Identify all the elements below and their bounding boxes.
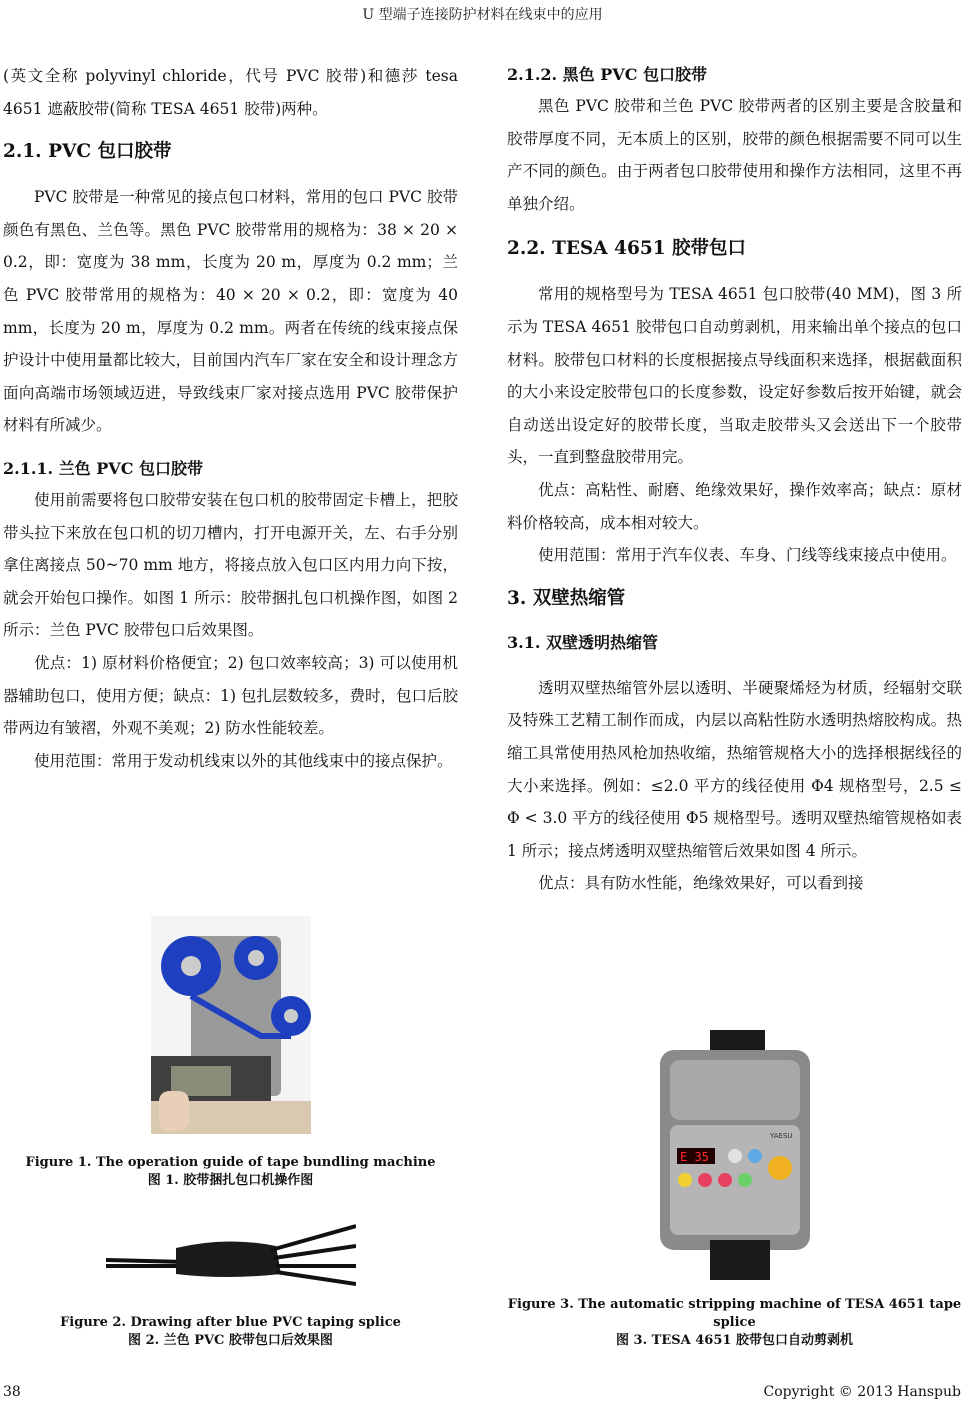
blue-pvc-splice-photo bbox=[106, 1218, 356, 1298]
figure-3-caption-cn: 图 3. TESA 4651 胶带包口自动剪剥机 bbox=[616, 1333, 853, 1348]
heading-3: 3. 双壁热缩管 bbox=[507, 587, 626, 609]
paragraph-2-2-b: 优点：高粘性、耐磨、绝缘效果好，操作效率高；缺点：原材料价格较高，成本相对较大。 bbox=[507, 480, 962, 532]
tesa-stripping-machine-photo bbox=[655, 1030, 815, 1280]
paragraph-2-1-2: 黑色 PVC 胶带和兰色 PVC 胶带两者的区别主要是含胶量和胶带厚度不同，无本质上的区别，胶带的颜色根据需要不同可以生产不同的颜色。由于两者包口胶带使用和操作方法相同，这里不再单独介绍。 bbox=[507, 97, 962, 213]
heading-3-1: 3.1. 双壁透明热缩管 bbox=[507, 632, 658, 652]
figure-1-caption-cn: 图 1. 胶带捆扎包口机操作图 bbox=[147, 1173, 314, 1188]
running-header: U 型端子连接防护材料在线束中的应用 bbox=[362, 7, 603, 23]
heading-2-2: 2.2. TESA 4651 胶带包口 bbox=[507, 238, 747, 260]
paragraph-2-1: PVC 胶带是一种常见的接点包口材料，常用的包口 PVC 胶带颜色有黑色、兰色等。黑色 PVC 胶带常用的规格为：38 × 20 × 0.2，即：宽度为 38 mm，长度为 20 m，厚度为 0.2 mm；兰色 PVC 胶带常用的规格为：40 × 20 × 0.2，即：宽度为 40 mm，长度为 20 m，厚度为 0.2 mm。两者在传统的线束接点保护设计中使用量都比较大，目前国内汽车厂家在安全和设计理念方面向高端市场领域迈进，导致线束厂家对接点选用 PVC 胶带保护材料有所减少。 bbox=[3, 188, 458, 435]
figure-3-caption-en: Figure 3. The automatic stripping machine of TESA 4651 tape splice bbox=[507, 1297, 962, 1330]
figure-2 bbox=[3, 1218, 458, 1350]
paragraph-2-2-c: 使用范围：常用于汽车仪表、车身、门线等线束接点中使用。 bbox=[538, 546, 957, 565]
paragraph-2-1-1-c: 使用范围：常用于发动机线束以外的其他线束中的接点保护。 bbox=[34, 751, 453, 770]
paragraph-3-1-b: 优点：具有防水性能，绝缘效果好，可以看到接 bbox=[538, 874, 864, 893]
paragraph-3-1-a: 透明双壁热缩管外层以透明、半硬聚烯烃为材质，经辐射交联及特殊工艺精工制作而成，内层以高粘性防水透明热熔胶构成。热缩工具常使用热风枪加热收缩，热缩管规格大小的选择根据线径的大小来选择。例如：≤2.0 平方的线径使用 Φ4 规格型号，2.5 ≤ Φ < 3.0 平方的线径使用 Φ5 规格型号。透明双壁热缩管规格如表 1 所示；接点烤透明双壁热缩管后效果如图 4 所示。 bbox=[507, 678, 962, 860]
left-column bbox=[3, 60, 458, 777]
machine-display-readout: E 35 bbox=[679, 1150, 709, 1164]
right-column bbox=[507, 60, 962, 900]
figure-1 bbox=[3, 916, 458, 1190]
paragraph-2-1-1-b: 优点：1) 原材料价格便宜；2) 包口效率较高；3) 可以使用机器辅助包口，使用方便；缺点：1) 包扎层数较多，费时，包口后胶带两边有皱褶，外观不美观；2) 防水性能较差。 bbox=[3, 653, 458, 738]
heading-2-1-2: 2.1.2. 黑色 PVC 包口胶带 bbox=[507, 65, 708, 84]
copyright-notice: Copyright © 2013 Hanspub bbox=[763, 1384, 961, 1400]
paragraph-2-1-1-a: 使用前需要将包口胶带安装在包口机的胶带固定卡槽上，把胶带头拉下来放在包口机的切刀槽内，打开电源开关，左、右手分别拿住离接点 50~70 mm 地方，将接点放入包口区内用力向下按，就会开始包口操作。如图 1 所示：胶带捆扎包口机操作图，如图 2 所示：兰色 PVC 胶带包口后效果图。 bbox=[3, 490, 458, 640]
figure-2-caption-cn: 图 2. 兰色 PVC 胶带包口后效果图 bbox=[128, 1333, 333, 1348]
machine-brand-label: YAESU bbox=[769, 1132, 793, 1140]
figure-3 bbox=[507, 1030, 962, 1350]
intro-paragraph: (英文全称 polyvinyl chloride，代号 PVC 胶带)和德莎 tesa 4651 遮蔽胶带(简称 TESA 4651 胶带)两种。 bbox=[3, 67, 458, 118]
page-number: 38 bbox=[3, 1384, 21, 1400]
paragraph-2-2-a: 常用的规格型号为 TESA 4651 包口胶带(40 MM)，图 3 所示为 TESA 4651 胶带包口自动剪剥机，用来输出单个接点的包口材料。胶带包口材料的长度根据接点导线面积来选择，根据截面积的大小来设定胶带包口的长度参数，设定好参数后按开始键，就会自动送出设定好的胶带长度，当取走胶带头又会送出下一个胶带头，一直到整盘胶带用完。 bbox=[507, 285, 962, 467]
figure-2-caption-en: Figure 2. Drawing after blue PVC taping splice bbox=[60, 1315, 401, 1330]
figure-1-caption-en: Figure 1. The operation guide of tape bundling machine bbox=[25, 1155, 436, 1170]
tape-bundling-machine-photo bbox=[151, 916, 311, 1134]
heading-2-1: 2.1. PVC 包口胶带 bbox=[3, 141, 172, 163]
heading-2-1-1: 2.1.1. 兰色 PVC 包口胶带 bbox=[3, 458, 204, 478]
